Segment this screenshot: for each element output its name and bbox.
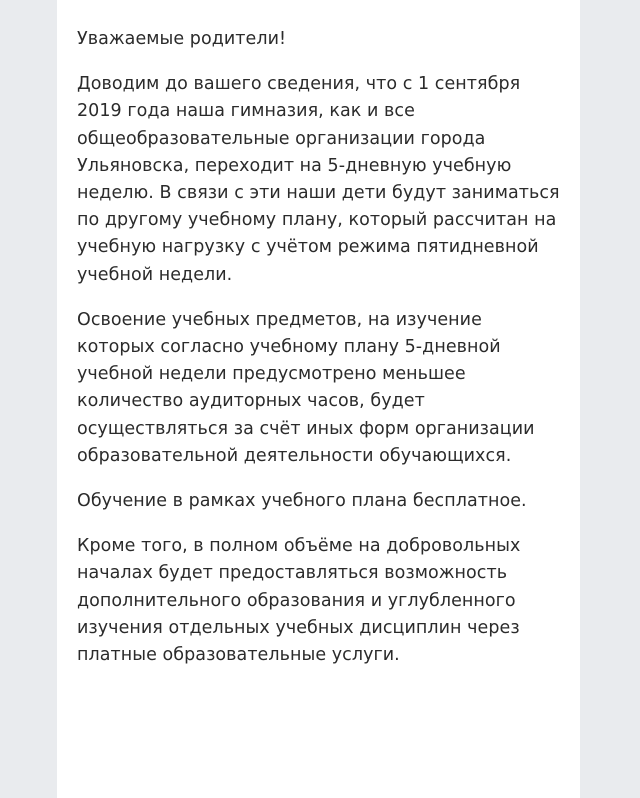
post-card [57, 0, 580, 798]
paragraph-free-education: Обучение в рамках учебного плана бесплатное. [77, 491, 527, 512]
paragraph-curriculum: Освоение учебных предметов, на изучение которых согласно учебному плану 5-дневной учебной недели предусмотрено меньшее количество аудиторных часов, будет осуществляться за счёт иных форм организации образовательной деятельности обучающихся. [77, 309, 535, 466]
greeting: Уважаемые родители! [77, 29, 287, 49]
paragraph-paid-services: Кроме того, в полном объёме на добровольных началах будет предоставляться возможность дополнительного образования и углубленного изучения отдельных учебных дисциплин через платные образовательные услуги. [77, 536, 521, 666]
paragraph-schedule-change: Доводим до вашего сведения, что с 1 сентября 2019 года наша гимназия, как и все общеобразовательные организации города Ульяновска, переходит на 5-дневную учебную неделю. В связи с эти наши дети будут заниматься по другому учебному плану, который рассчитан на учебную нагрузку с учётом режима пятидневной учебной недели. [77, 74, 560, 285]
